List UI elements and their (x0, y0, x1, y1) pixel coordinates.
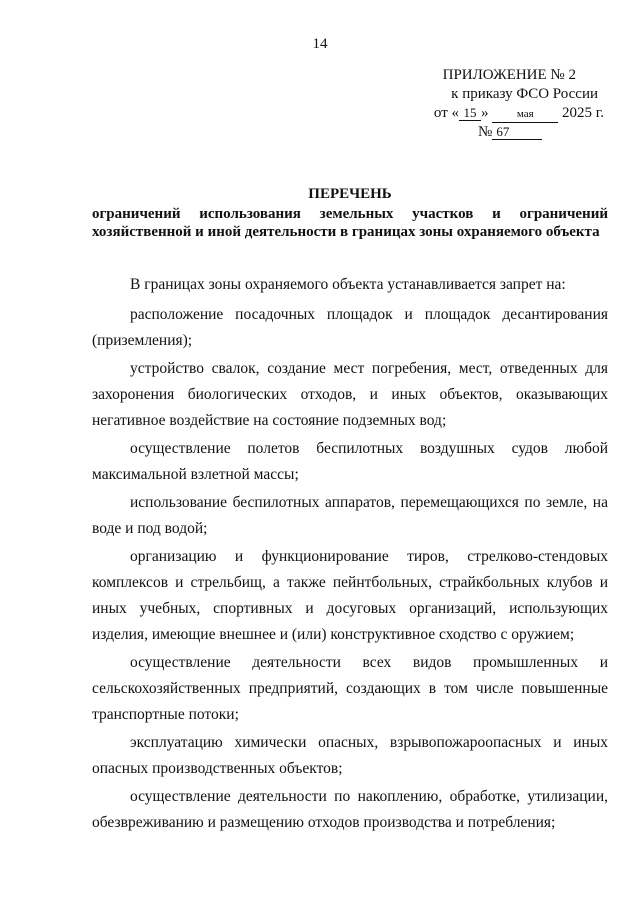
list-item: осуществление полетов беспилотных воздушных судов любой максимальной взлетной массы; (92, 440, 608, 483)
appendix-title: ПРИЛОЖЕНИЕ № 2 (442, 67, 576, 83)
list-item: устройство свалок, создание мест погребения, мест, отведенных для захоронения биологических отходов, и иных объектов, оказывающих негативное воздействие на состояние подземных вод; (92, 360, 608, 429)
date-day: 15 (459, 105, 481, 121)
list-item: использование беспилотных аппаратов, перемещающихся по земле, на воде и под водой; (92, 494, 608, 537)
date-month: мая (492, 107, 558, 123)
appendix-number (414, 123, 604, 142)
heading-line-1: ограничений использования земельных участков и ограничений (92, 206, 608, 222)
date-mid: » (481, 105, 489, 121)
appendix-order-ref: к приказу ФСО России (451, 86, 598, 102)
intro-paragraph: В границах зоны охраняемого объекта устанавливается запрет на: (130, 276, 566, 293)
list-item: осуществление деятельности по накоплению, обработке, утилизации, обезвреживанию и размещению отходов производства и потребления; (92, 788, 608, 831)
date-prefix: от « (433, 105, 460, 121)
heading-line-2: хозяйственной и иной деятельности в границах зоны охраняемого объекта (92, 224, 600, 240)
document-body (92, 272, 608, 838)
date-year: 2025 г. (562, 105, 604, 121)
number-value: 67 (492, 124, 542, 140)
list-item: расположение посадочных площадок и площадок десантирования (приземления); (92, 306, 608, 349)
heading-title: ПЕРЕЧЕНЬ (308, 186, 392, 202)
appendix-date (414, 104, 604, 123)
list-item: организацию и функционирование тиров, стрелково-стендовых комплексов и стрельбищ, а также пейнтбольных, страйкбольных клубов и иных учебных, спортивных и досуговых организаций, использующих изделия, имеющие внешнее и (или) конструктивное сходство с оружием; (92, 548, 608, 643)
document-heading (92, 186, 608, 241)
number-prefix: № (478, 124, 493, 140)
list-item: эксплуатацию химически опасных, взрывопожароопасных и иных опасных производственных объектов; (92, 734, 608, 777)
list-item: осуществление деятельности всех видов промышленных и сельскохозяйственных предприятий, создающих в том числе повышенные транспортные потоки; (92, 654, 608, 723)
page-number: 14 (312, 36, 328, 52)
appendix-block (414, 66, 604, 142)
